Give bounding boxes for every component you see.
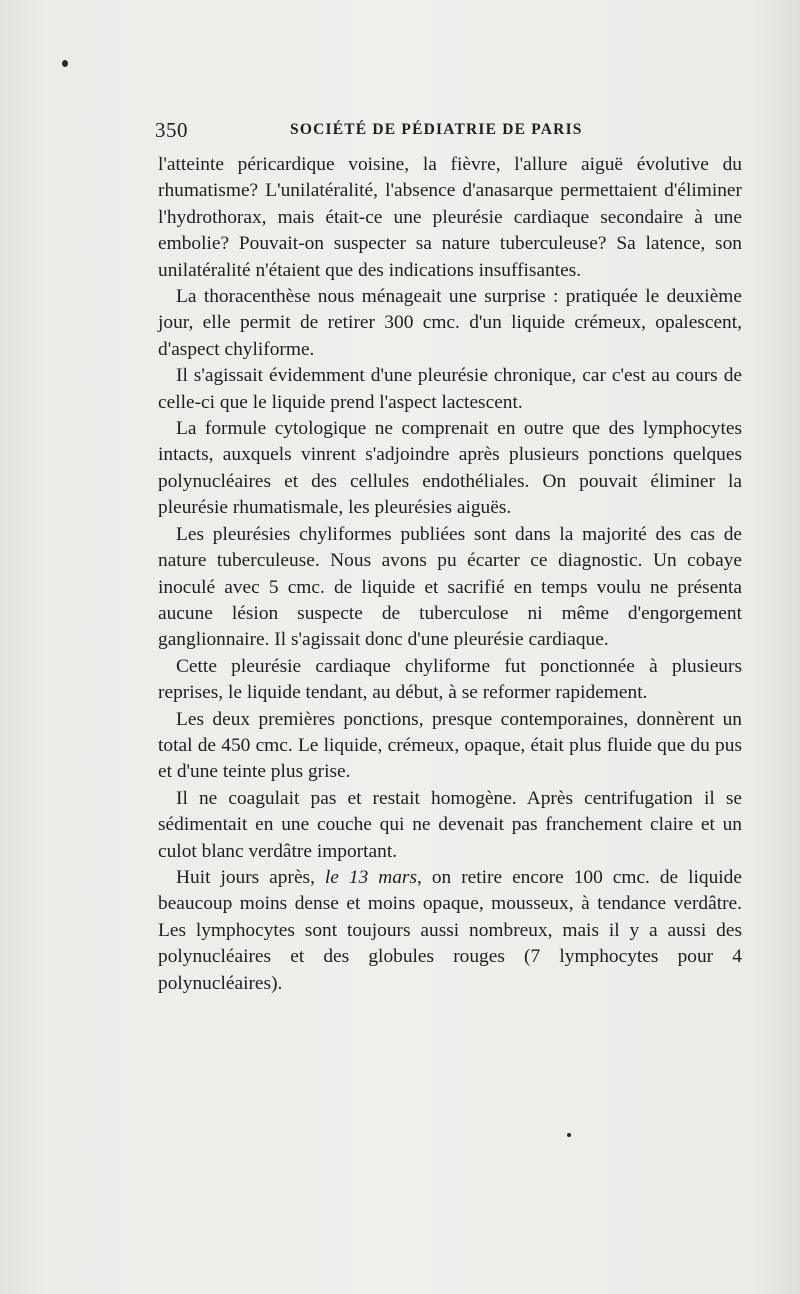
ink-speck [567,1133,571,1137]
paragraph-9-end: , on retire encore 100 cmc. de liquide beaucoup moins dense et moins opaque, mousseux, à tendance verdâtre. Les lymphocytes sont toujours aussi nombreux, mais il y a aussi des polynucléaires et des globules rouges (7 lymphocytes pour 4 polynucléaires). [158,866,742,994]
page-number: 350 [155,118,188,142]
paragraph-7: Les deux premières ponctions, presque contemporaines, donnèrent un total de 450 cmc. Le liquide, crémeux, opaque, était plus fluide que du pus et d'une teinte plus grise. [158,708,742,783]
ink-speck [62,60,68,67]
paragraph-5: Les pleurésies chyliformes publiées sont dans la majorité des cas de nature tuberculeuse. Nous avons pu écarter ce diagnostic. Un cobaye inoculé avec 5 cmc. de liquide et sacrifié en temps voulu ne présenta aucune lésion suspecte de tuberculose ni même d'engorgement ganglionnaire. Il s'agissait donc d'une pleurésie cardiaque. [158,523,742,651]
paragraph-1: l'atteinte péricardique voisine, la fièvre, l'allure aiguë évolutive du rhumatisme? L'unilatéralité, l'absence d'anasarque permettaient d'éliminer l'hydrothorax, mais était-ce une pleurésie cardiaque secondaire à une embolie? Pouvait-on suspecter sa nature tuberculeuse? Sa latence, son unilatéralité n'étaient que des indications insuffisantes. [158,154,742,281]
paragraph-3: Il s'agissait évidemment d'une pleurésie chronique, car c'est au cours de celle-ci que le liquide prend l'aspect lactescent. [158,365,742,413]
date-italic: le 13 mars [324,866,418,888]
paragraph-8: Il ne coagulait pas et restait homogène. Après centrifugation il se sédimentait en une couche qui ne devenait pas franchement claire et un culot blanc verdâtre important. [158,787,742,862]
paragraph-4: La formule cytologique ne comprenait en outre que des lymphocytes intacts, auxquels vinrent s'adjoindre après plusieurs ponctions quelques polynucléaires et des cellules endothéliales. On pouvait éliminer la pleurésie rhumatismale, les pleurésies aiguës. [158,418,742,519]
paragraph-2: La thoracenthèse nous ménageait une surprise : pratiquée le deuxième jour, elle permit de retirer 300 cmc. d'un liquide crémeux, opalescent, d'aspect chyliforme. [158,286,742,360]
paragraph-9-start: Huit jours après, [176,866,325,888]
body-text [158,152,742,997]
paragraph-9 [158,865,742,997]
page-header [155,118,740,146]
running-head: SOCIÉTÉ DE PÉDIATRIE DE PARIS [290,121,583,138]
paragraph-6: Cette pleurésie cardiaque chyliforme fut ponctionnée à plusieurs reprises, le liquide tendant, au début, à se reformer rapidement. [158,655,742,704]
